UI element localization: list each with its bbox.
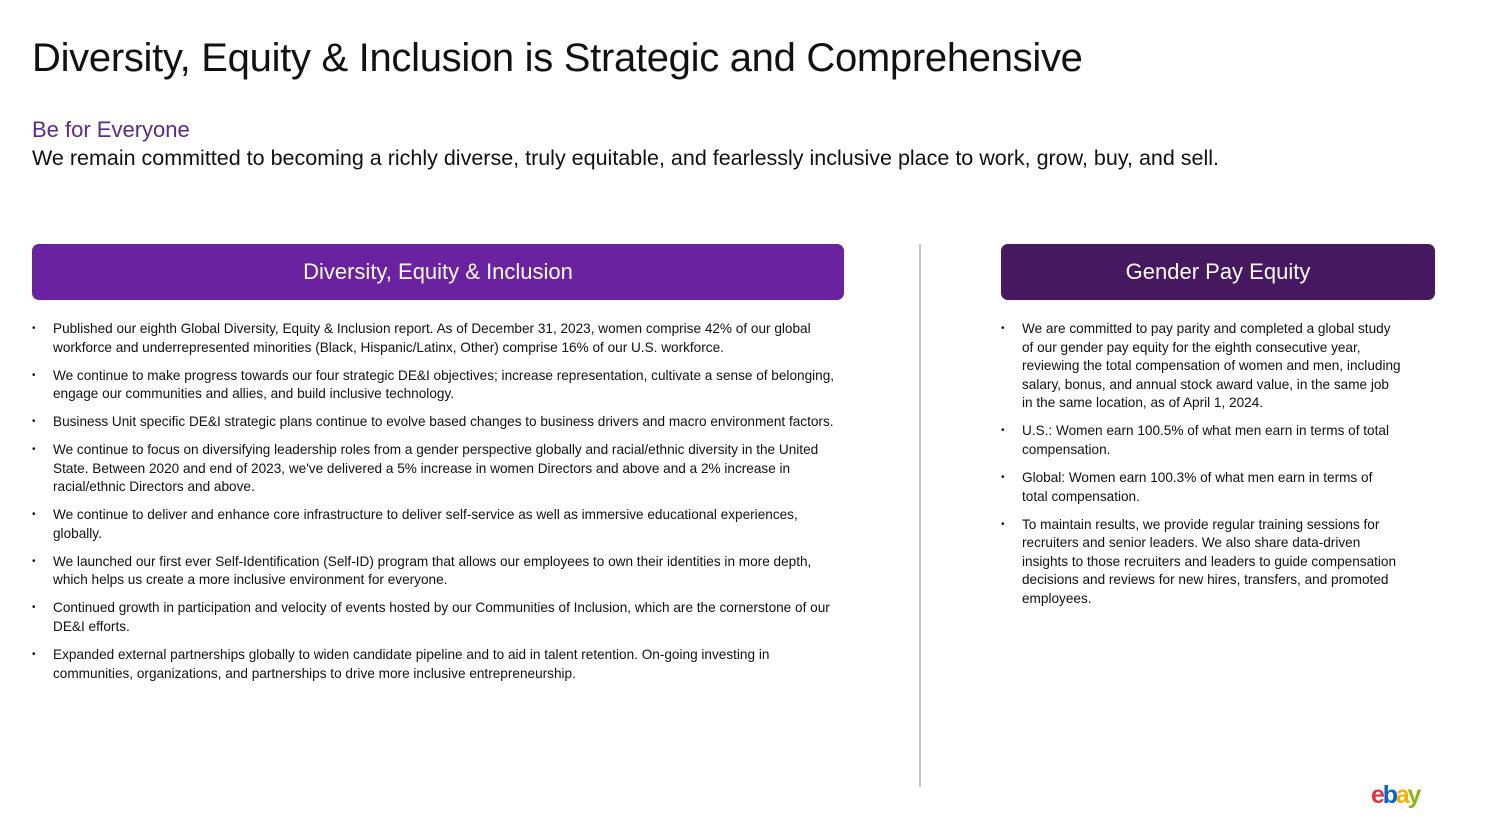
logo-letter-e: e	[1371, 781, 1383, 809]
bullet-icon: •	[32, 444, 36, 456]
bullet-icon: •	[1001, 323, 1005, 334]
gpe-panel-header	[1001, 244, 1435, 300]
bullet-icon: •	[32, 323, 36, 334]
logo-letter-a: a	[1395, 781, 1408, 809]
page-title: Diversity, Equity & Inclusion is Strategic and Comprehensive	[32, 36, 1083, 80]
list-item	[32, 599, 844, 636]
list-item-text: Expanded external partnerships globally to widen candidate pipeline and to aid in talent retention. On-going investing in communities, organizations, and partnerships to drive more inclusive entrepreneurship.	[53, 647, 770, 681]
list-item	[1001, 469, 1401, 506]
bullet-icon: •	[1001, 518, 1005, 530]
list-item-text: To maintain results, we provide regular training sessions for recruiters and senior leaders. We also share data-driven insights to those recruiters and leaders to guide compensation decisions and reviews for new hires, transfers, and promoted employees.	[1022, 516, 1397, 606]
list-item	[32, 413, 844, 432]
list-item	[32, 367, 844, 404]
ebay-logo	[1371, 780, 1419, 810]
list-item	[1001, 516, 1401, 609]
list-item	[32, 320, 844, 357]
bullet-icon: •	[1001, 425, 1005, 437]
list-item-text: We are committed to pay parity and completed a global study of our gender pay equity for the eighth consecutive year, reviewing the total compensation of women and men, including salary, bonus, and annual stock award value, in the same job in the same location, as of April 1, 2024.	[1022, 321, 1401, 411]
list-item-text: Business Unit specific DE&I strategic plans continue to evolve based changes to business drivers and macro environment factors.	[53, 414, 834, 430]
bullet-icon: •	[32, 416, 36, 428]
logo-letter-y: y	[1407, 781, 1420, 809]
bullet-icon: •	[32, 555, 36, 567]
subtitle: Be for Everyone	[32, 117, 190, 142]
gpe-panel-header-label: Gender Pay Equity	[1125, 259, 1311, 284]
list-item-text: U.S.: Women earn 100.5% of what men earn in terms of total compensation.	[1022, 423, 1389, 457]
gpe-bullet-list	[1001, 320, 1401, 618]
list-item-text: Global: Women earn 100.3% of what men earn in terms of total compensation.	[1022, 469, 1373, 504]
bullet-icon: •	[32, 509, 36, 521]
dei-panel-header	[32, 244, 844, 300]
bullet-icon: •	[32, 602, 36, 614]
list-item	[32, 646, 844, 683]
list-item	[1001, 422, 1401, 459]
logo-letter-b: b	[1382, 781, 1396, 809]
list-item	[32, 506, 844, 543]
tagline: We remain committed to becoming a richly diverse, truly equitable, and fearlessly inclusive place to work, grow, buy, and sell.	[32, 146, 1220, 170]
list-item-text: We launched our first ever Self-Identification (Self-ID) program that allows our employees to own their identities in more depth, which helps us create a more inclusive environment for everyone.	[53, 553, 812, 588]
list-item-text: We continue to focus on diversifying leadership roles from a gender perspective globally and racial/ethnic diversity in the United State. Between 2020 and end of 2023, we've delivered a 5% increase in women Directors and above and a 2% increase in racial/ethnic Directors and above.	[53, 442, 819, 495]
column-divider	[919, 244, 921, 787]
dei-bullet-list	[32, 320, 844, 693]
bullet-icon: •	[32, 369, 36, 381]
bullet-icon: •	[1001, 471, 1005, 483]
list-item-text: Published our eighth Global Diversity, Equity & Inclusion report. As of December 31, 2023, women comprise 42% of our global workforce and underrepresented minorities (Black, Hispanic/Latinx, Other) comprise 16% of our U.S. workforce.	[53, 321, 811, 355]
list-item-text: Continued growth in participation and velocity of events hosted by our Communities of Inclusion, which are the cornerstone of our DE&I efforts.	[53, 600, 830, 635]
bullet-icon: •	[32, 649, 36, 661]
list-item-text: We continue to deliver and enhance core infrastructure to deliver self-service as well as immersive educational experiences, globally.	[53, 507, 798, 541]
list-item	[32, 441, 844, 497]
list-item	[32, 553, 844, 590]
dei-panel-header-label: Diversity, Equity & Inclusion	[303, 259, 573, 284]
list-item	[1001, 320, 1401, 413]
list-item-text: We continue to make progress towards our four strategic DE&I objectives; increase representation, cultivate a sense of belonging, engage our communities and allies, and build inclusive technology.	[53, 367, 835, 402]
